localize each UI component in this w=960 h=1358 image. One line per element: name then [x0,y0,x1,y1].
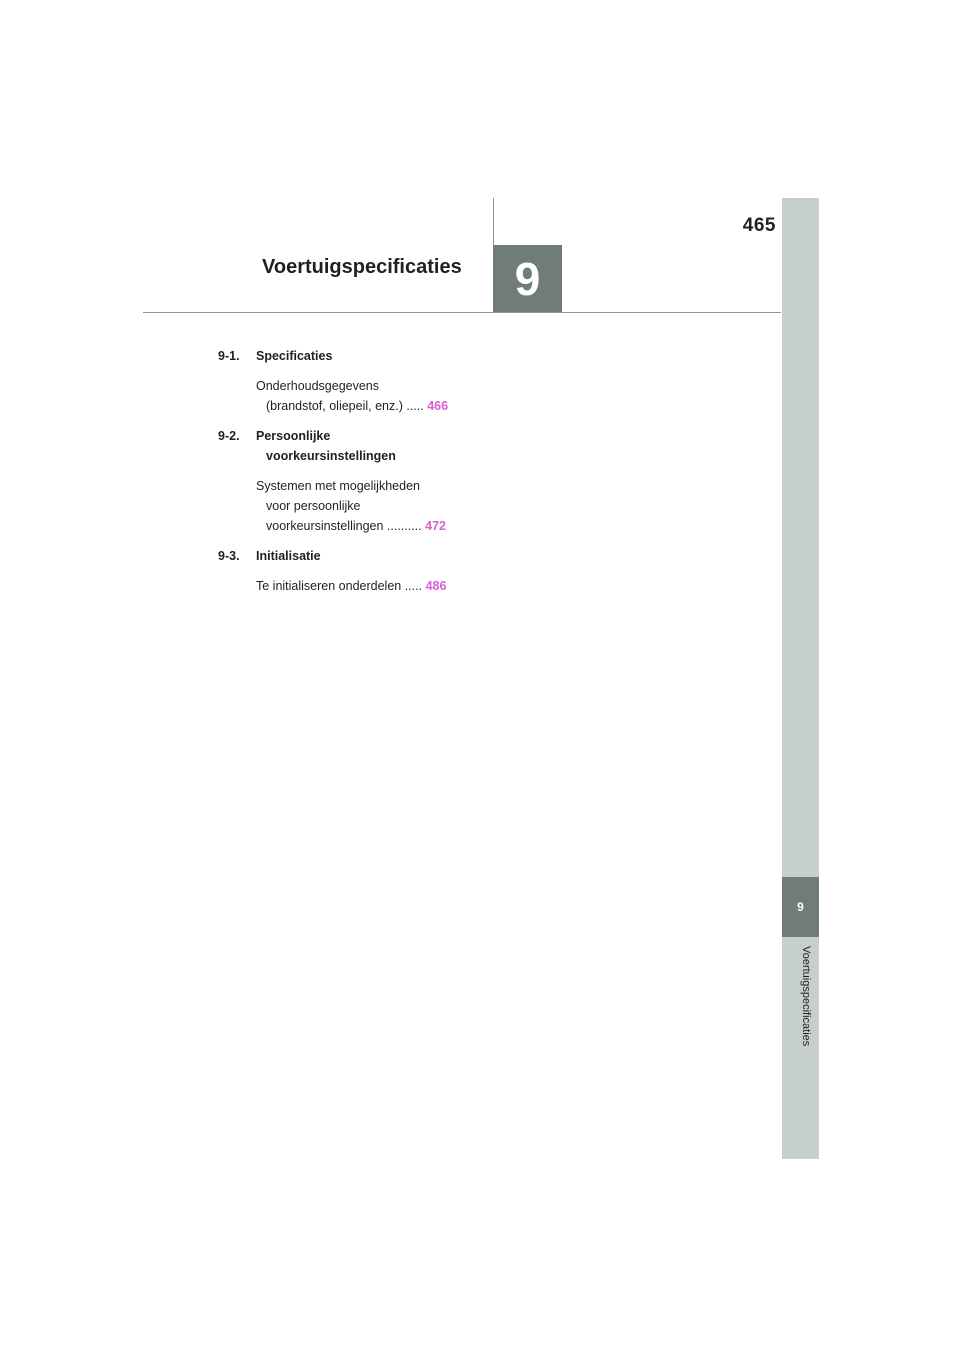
chapter-number-box: 9 [493,245,562,313]
chapter-title: Voertuigspecificaties [262,256,462,278]
toc-entry-line: Systemen met mogelijkheden [256,479,420,493]
page-number: 465 [742,215,776,236]
toc-section-number: 9-1. [218,349,240,363]
toc-entry-line: Te initialiseren onderdelen ..... [256,579,423,593]
side-tab-label: Voertuigspecificaties [800,946,812,1047]
toc-entry-line: voor persoonlijke [266,499,361,513]
toc-entry[interactable] [218,576,478,596]
toc-section-9-3[interactable] [218,546,478,566]
toc-entry-line: Onderhoudsgegevens [256,379,380,393]
toc-section-title: Initialisatie [256,549,321,563]
toc-entry-page-link[interactable]: 466 [427,399,449,413]
toc-section-9-2[interactable] [218,426,478,466]
toc-section-9-1[interactable] [218,346,478,366]
toc-entry[interactable] [218,376,478,416]
toc-entry-line: (brandstof, oliepeil, enz.) ..... [266,399,424,413]
toc-section-title: Specificaties [256,349,333,363]
side-tab-chapter-number[interactable]: 9 [782,877,819,937]
toc-section-title: Persoonlijke [256,429,331,443]
toc-section-number: 9-2. [218,429,240,443]
toc-entry-page-link[interactable]: 486 [425,579,447,593]
header-vertical-rule [493,198,494,246]
toc-section-title: voorkeursinstellingen [266,449,396,463]
toc-entry-page-link[interactable]: 472 [425,519,446,533]
header-horizontal-rule [143,312,781,313]
toc-section-number: 9-3. [218,549,240,563]
toc-entry-line: voorkeursinstellingen .......... [266,519,422,533]
toc-entry[interactable] [218,476,478,536]
table-of-contents [218,346,478,596]
